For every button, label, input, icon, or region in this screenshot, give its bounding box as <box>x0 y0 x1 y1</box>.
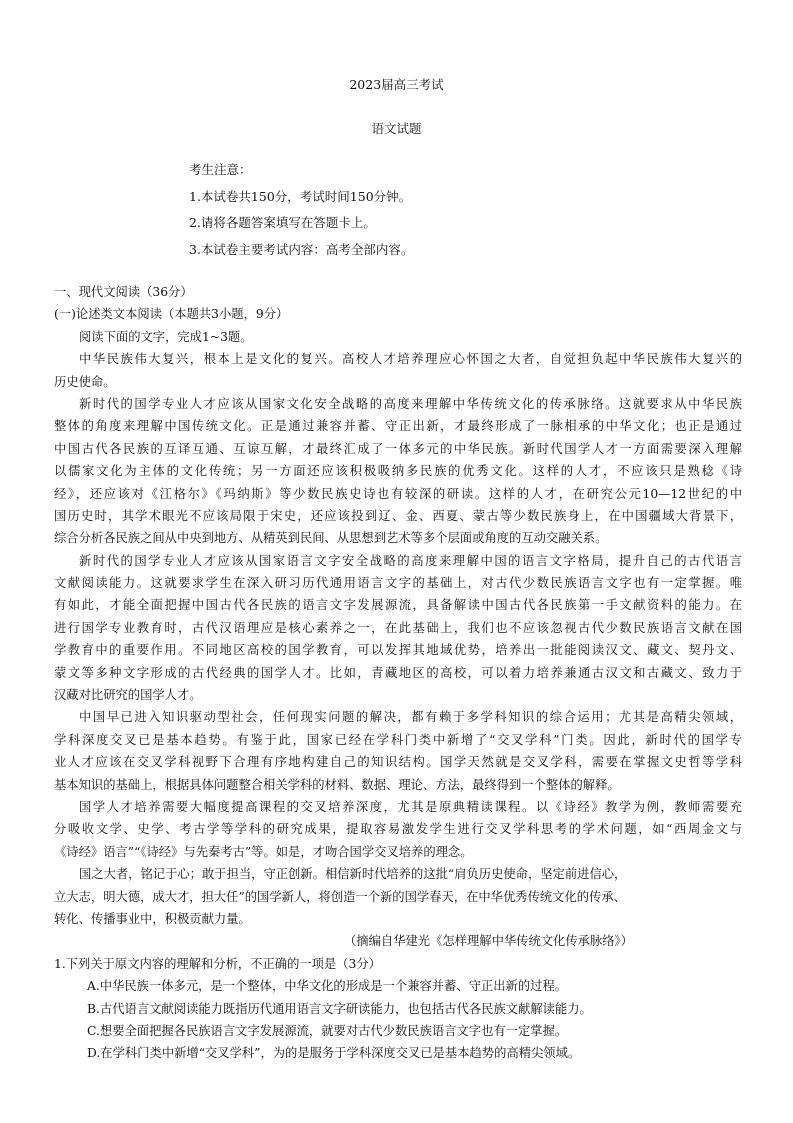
passage-line: 以儒家文化为主体的文化传统；另一方面还应该积极吸纳多民族的优秀文化。这样的人才，不应该只是熟稔《诗 <box>54 464 742 479</box>
passage-line: 国之大者，铭记于心；敢于担当，守正创新。相信新时代培养的这批“肩负历史使命，坚定前进信心， <box>79 867 627 882</box>
notice-heading: 考生注意： <box>189 162 252 177</box>
answer-option-a: A.中华民族一体多元，是一个整体，中华文化的形成是一个兼容并蓄、守正出新的过程。 <box>87 979 568 994</box>
passage-line: 中华民族伟大复兴，根本上是文化的复兴。高校人才培养理应心怀国之大者，自觉担负起中华民族伟大复兴的 <box>79 352 742 367</box>
passage-paragraph-5 <box>54 798 742 865</box>
passage-line: 整体的角度来理解中国传统文化。正是通过兼容并蓄、守正出新，才最终形成了一脉相承的中华文化；也正是通过 <box>54 419 742 434</box>
answer-option-d: D.在学科门类中新增“交叉学科”，为的是服务于学科深度交叉已是基本趋势的高精尖领域。 <box>87 1046 581 1061</box>
subject-title: 语文试题 <box>371 121 422 136</box>
passage-line: 蒙文等多种文字形成的古代经典的国学人才。比如，青藏地区的高校，可以着力培养兼通古汉文和古藏文、致力于 <box>54 665 742 680</box>
candidate-notice <box>189 160 413 266</box>
passage-line: 分吸收文学、史学、考古学等学科的研究成果，提取容易激发学生进行交叉学科思考的学术问题，如“西周金文与 <box>54 822 742 837</box>
question-stem: 1.下列关于原文内容的理解和分析，不正确的一项是（3分） <box>54 956 381 971</box>
passage-source: （摘编自华建光《怎样理解中华传统文化传承脉络》） <box>344 934 633 949</box>
passage-paragraph-4 <box>54 708 742 798</box>
passage-line: 历史使命。 <box>54 374 116 389</box>
answer-option-c: C.想要全面把握各民族语言文字发展源流，就要对古代少数民族语言文字也有一定掌握。 <box>87 1023 568 1038</box>
passage-line: 新时代的国学专业人才应该从国家语言文字安全战略的高度来理解中国的语言文字格局，提升自己的古代语言 <box>79 553 742 568</box>
passage-line: 国学人才培养需要大幅度提高课程的交叉培养深度，尤其是原典精读课程。以《诗经》教学为例，教师需要充 <box>79 799 742 814</box>
passage-line: 综合分析各民族之间从中央到地方、从精英到民间、从思想到艺术等多个层面或角度的互动交融关系。 <box>54 531 608 546</box>
passage-line: 文献阅读能力。这就要求学生在深入研习历代通用语言文字的基础上，对古代少数民族语言文字也有一定掌握。唯 <box>54 576 742 591</box>
passage-line: 有如此，才能全面把握中国古代各民族的语言文字发展源流，具备解读中国古代各民族第一手文献资料的能力。在 <box>54 598 742 613</box>
passage-line: 新时代的国学专业人才应该从国家文化安全战略的高度来理解中华传统文化的传承脉络。这就要求从中华民族 <box>79 396 742 411</box>
exam-title: 2023届高三考试 <box>349 77 444 92</box>
passage-line: 国历史时，其学术眼光不应该局限于宋史，还应该投到辽、金、西夏、蒙古等少数民族身上，在中国疆域大背景下， <box>54 508 742 523</box>
exam-body <box>54 283 742 1067</box>
section-subtitle: (一)论述类文本阅读（本题共3小题，9分） <box>54 307 289 322</box>
passage-paragraph-1 <box>54 350 742 395</box>
passage-line: 学教育中的重要作用。不同地区高校的国学教育，可以发挥其地域优势，培养出一批能阅读汉文、藏文、契丹文、 <box>54 643 742 658</box>
answer-option-b: B.古代语言文献阅读能力既指历代通用语言文字研读能力，也包括古代各民族文献解读能力。 <box>87 1001 592 1016</box>
passage-line: 进行国学专业教育时，古代汉语理应是核心素养之一，在此基础上，我们也不应该忽视古代少数民族语言文献在国 <box>54 620 742 635</box>
notice-item: 1.本试卷共150分，考试时间150分钟。 <box>189 188 412 204</box>
passage-line: 业人才应该在交叉学科视野下合理有序地构建自己的知识结构。国学天然就是交叉学科，需要在掌握文史哲等学科 <box>54 755 742 770</box>
passage-line: 中国早已进入知识驱动型社会，任何现实问题的解决，都有赖于多学科知识的综合运用；尤其是高精尖领域， <box>79 710 742 725</box>
passage-line: 中国古代各民族的互译互通、互谅互解，才最终汇成了一体多元的中华民族。新时代国学人才一方面需要深入理解 <box>54 441 742 456</box>
passage-line: 汉藏对比研究的国学人才。 <box>54 688 202 703</box>
passage-paragraph-3 <box>54 552 742 709</box>
passage-line: 基本知识的基础上，根据具体问题整合相关学科的材料、数据、理论、方法，最终得到一个整体的解释。 <box>54 777 620 792</box>
question-1 <box>54 955 742 1067</box>
reading-instruction: 阅读下面的文字，完成1~3题。 <box>79 329 253 344</box>
passage-line: 立大志，明大德，成大才，担大任”的国学新人，将创造一个新的国学春天，在中华优秀传统文化的传承、 <box>54 889 626 904</box>
section-title: 一、现代文阅读（36分） <box>54 285 193 299</box>
passage-paragraph-2 <box>54 395 742 552</box>
passage-line: 学科深度交叉已是基本趋势。有鉴于此，国家已经在学科门类中新增了“交叉学科”门类。因此，新时代的国学专 <box>54 732 742 747</box>
passage-line: 《诗经》语言”“《诗经》与先秦考古”等。如是，才吻合国学交叉培养的理念。 <box>54 844 473 859</box>
notice-item: 2.请将各题答案填写在答题卡上。 <box>189 215 376 230</box>
passage-line: 经》，还应该对《江格尔》《玛纳斯》等少数民族史诗也有较深的研读。这样的人才，在研究公元10—12世纪的中 <box>54 486 742 501</box>
passage-line: 转化、传播事业中，积极贡献力量。 <box>54 911 251 926</box>
passage-paragraph-6 <box>54 865 742 932</box>
notice-item: 3.本试卷主要考试内容：高考全部内容。 <box>189 241 414 257</box>
